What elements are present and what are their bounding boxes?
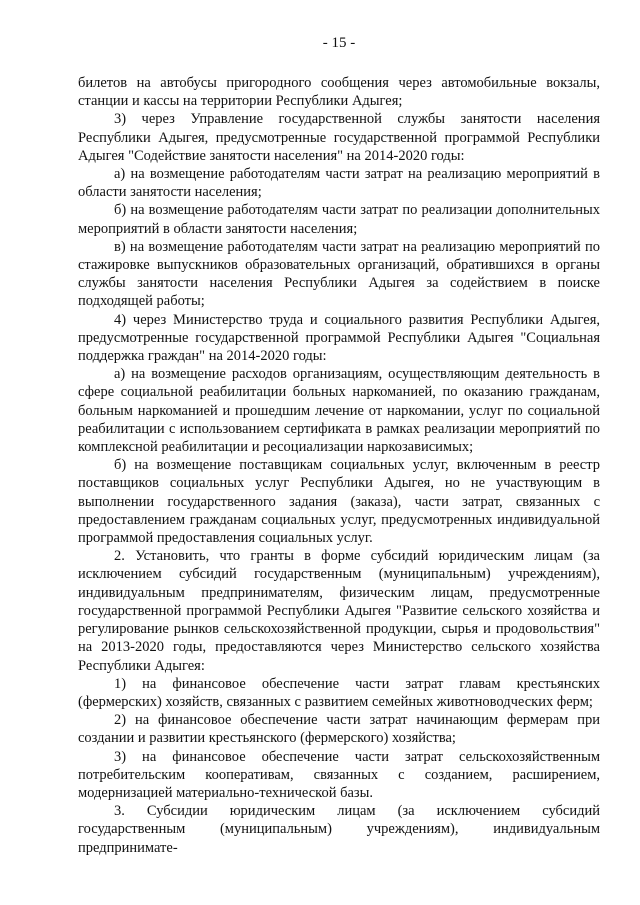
- paragraph: 3) на финансовое обеспечение части затрат сельскохозяйственным потребительским кооперативам, связанных с созданием, расширением, модернизацией материально-технической базы.: [78, 748, 600, 801]
- paragraph: 4) через Министерство труда и социального развития Республики Адыгея, предусмотренные государственной программой Республики Адыгея "Социальная поддержка граждан" на 2014-2020 годы:: [78, 311, 600, 365]
- paragraph: билетов на автобусы пригородного сообщения через автомобильные вокзалы, станции и кассы на территории Республики Адыгея;: [78, 75, 600, 110]
- paragraph: 2) на финансовое обеспечение части затрат начинающим фермерам при создании и развитии крестьянского (фермерского) хозяйства;: [78, 712, 600, 747]
- paragraph: а) на возмещение расходов организациям, осуществляющим деятельность в сфере социальной реабилитации больных наркоманией, по оказанию гражданам, больным наркоманией и прошедшим лечение от наркомании, услуг по социальной реабилитации с использованием сертификата в рамках реализации мероприятий по комплексной реабилитации и ресоциализации наркозависимых;: [78, 366, 600, 456]
- paragraph: 1) на финансовое обеспечение части затрат главам крестьянских (фермерских) хозяйств, связанных с развитием семейных животноводческих ферм;: [78, 675, 600, 710]
- paragraph: б) на возмещение поставщикам социальных услуг, включенным в реестр поставщиков социальных услуг Республики Адыгея, но не участвующим в выполнении государственного задания (заказа), части затрат, связанных с предоставлением гражданам социальных услуг, предусмотренных индивидуальной программой предоставления социальных услуг.: [78, 457, 600, 547]
- page-number: - 15 -: [322, 35, 356, 51]
- paragraph: б) на возмещение работодателям части затрат по реализации дополнительных мероприятий в области занятости населения;: [78, 202, 600, 237]
- paragraph: а) на возмещение работодателям части затрат на реализацию мероприятий в области занятости населения;: [78, 166, 600, 201]
- paragraph: 2. Установить, что гранты в форме субсидий юридическим лицам (за исключением субсидий государственным (муниципальным) учреждениям), индивидуальным предпринимателям, физическим лицам, предусмотренные государственной программой Республики Адыгея "Развитие сельского хозяйства и регулирование рынков сельскохозяйственной продукции, сырья и продовольствия" на 2013-2020 годы, предоставляются через Министерство сельского хозяйства Республики Адыгея:: [78, 548, 600, 674]
- paragraph: в) на возмещение работодателям части затрат на реализацию мероприятий по стажировке выпускников образовательных организаций, обратившихся в органы службы занятости населения Республики Адыгея за содействием в поиске подходящей работы;: [78, 238, 600, 310]
- paragraph: 3) через Управление государственной службы занятости населения Республики Адыгея, предусмотренные государственной программой Республики Адыгея "Содействие занятости населения" на 2014-2020 годы:: [78, 111, 600, 164]
- paragraph: 3. Субсидии юридическим лицам (за исключением субсидий государственным (муниципальным) учреждениям), индивидуальным предпринимате-: [78, 803, 600, 856]
- document-body: [78, 74, 600, 857]
